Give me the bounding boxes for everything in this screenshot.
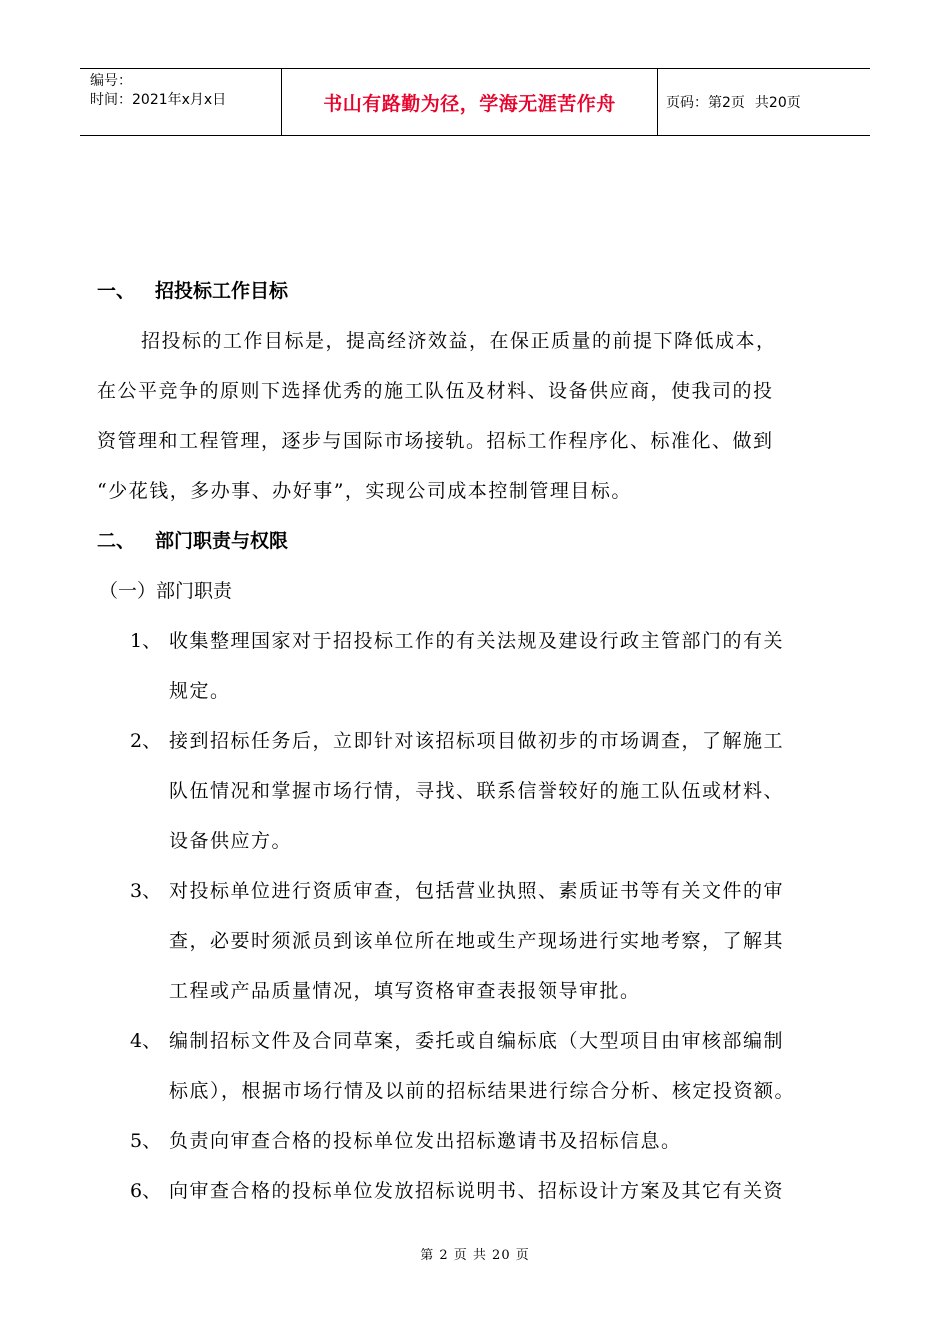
section-heading-1 — [97, 278, 288, 304]
section-number: 二、 — [97, 530, 136, 552]
list-item-number: 5、 — [130, 1130, 162, 1152]
date-label: 时间：2021年x月x日 — [90, 92, 227, 108]
page-label: 页码：第2页 — [666, 95, 745, 111]
section-heading-2 — [97, 528, 288, 554]
code-label: 编号： — [90, 73, 132, 89]
header-page-info — [658, 69, 870, 135]
section-title: 部门职责与权限 — [155, 530, 289, 552]
list-item-number: 1、 — [130, 630, 162, 652]
paragraph-line: “少花钱，多办事、办好事”，实现公司成本控制管理目标。 — [97, 480, 632, 502]
section-title: 招投标工作目标 — [155, 280, 289, 302]
subsection-heading: （一）部门职责 — [99, 580, 233, 602]
list-item-text: 队伍情况和掌握市场行情，寻找、联系信誉较好的施工队伍或材料、 — [169, 780, 785, 802]
list-item-text: 对投标单位进行资质审查，包括营业执照、素质证书等有关文件的审 — [169, 880, 785, 902]
list-item-text: 接到招标任务后，立即针对该招标项目做初步的市场调查，了解施工 — [169, 730, 785, 752]
list-item-text: 负责向审查合格的投标单位发出招标邀请书及招标信息。 — [169, 1130, 682, 1152]
paragraph-line: 招投标的工作目标是，提高经济效益，在保正质量的前提下降低成本， — [141, 330, 777, 352]
list-item-number: 4、 — [130, 1030, 162, 1052]
page-header — [80, 68, 870, 136]
paragraph-line: 在公平竞争的原则下选择优秀的施工队伍及材料、设备供应商，使我司的投 — [97, 380, 774, 402]
list-item-text: 查，必要时须派员到该单位所在地或生产现场进行实地考察，了解其 — [169, 930, 785, 952]
list-item-number: 6、 — [130, 1180, 162, 1202]
list-item-text: 设备供应方。 — [169, 830, 293, 852]
header-meta — [80, 69, 282, 135]
list-item-text: 编制招标文件及合同草案，委托或自编标底（大型项目由审核部编制 — [169, 1030, 785, 1052]
paragraph-line: 资管理和工程管理，逐步与国际市场接轨。招标工作程序化、标准化、做到 — [97, 430, 774, 452]
list-item-text: 收集整理国家对于招投标工作的有关法规及建设行政主管部门的有关 — [169, 630, 785, 652]
list-item-text: 标底），根据市场行情及以前的招标结果进行综合分析、核定投资额。 — [169, 1080, 796, 1102]
list-item-text: 规定。 — [169, 680, 231, 702]
total-pages-label: 共20页 — [754, 95, 801, 111]
list-item-text: 工程或产品质量情况，填写资格审查表报领导审批。 — [169, 980, 641, 1002]
list-item-number: 2、 — [130, 730, 162, 752]
list-item-number: 3、 — [130, 880, 162, 902]
page-footer: 第 2 页 共 20 页 — [420, 1248, 530, 1263]
section-number: 一、 — [97, 280, 136, 302]
header-motto: 书山有路勤为径，学海无涯苦作舟 — [282, 69, 658, 135]
list-item-text: 向审查合格的投标单位发放招标说明书、招标设计方案及其它有关资 — [169, 1180, 785, 1202]
